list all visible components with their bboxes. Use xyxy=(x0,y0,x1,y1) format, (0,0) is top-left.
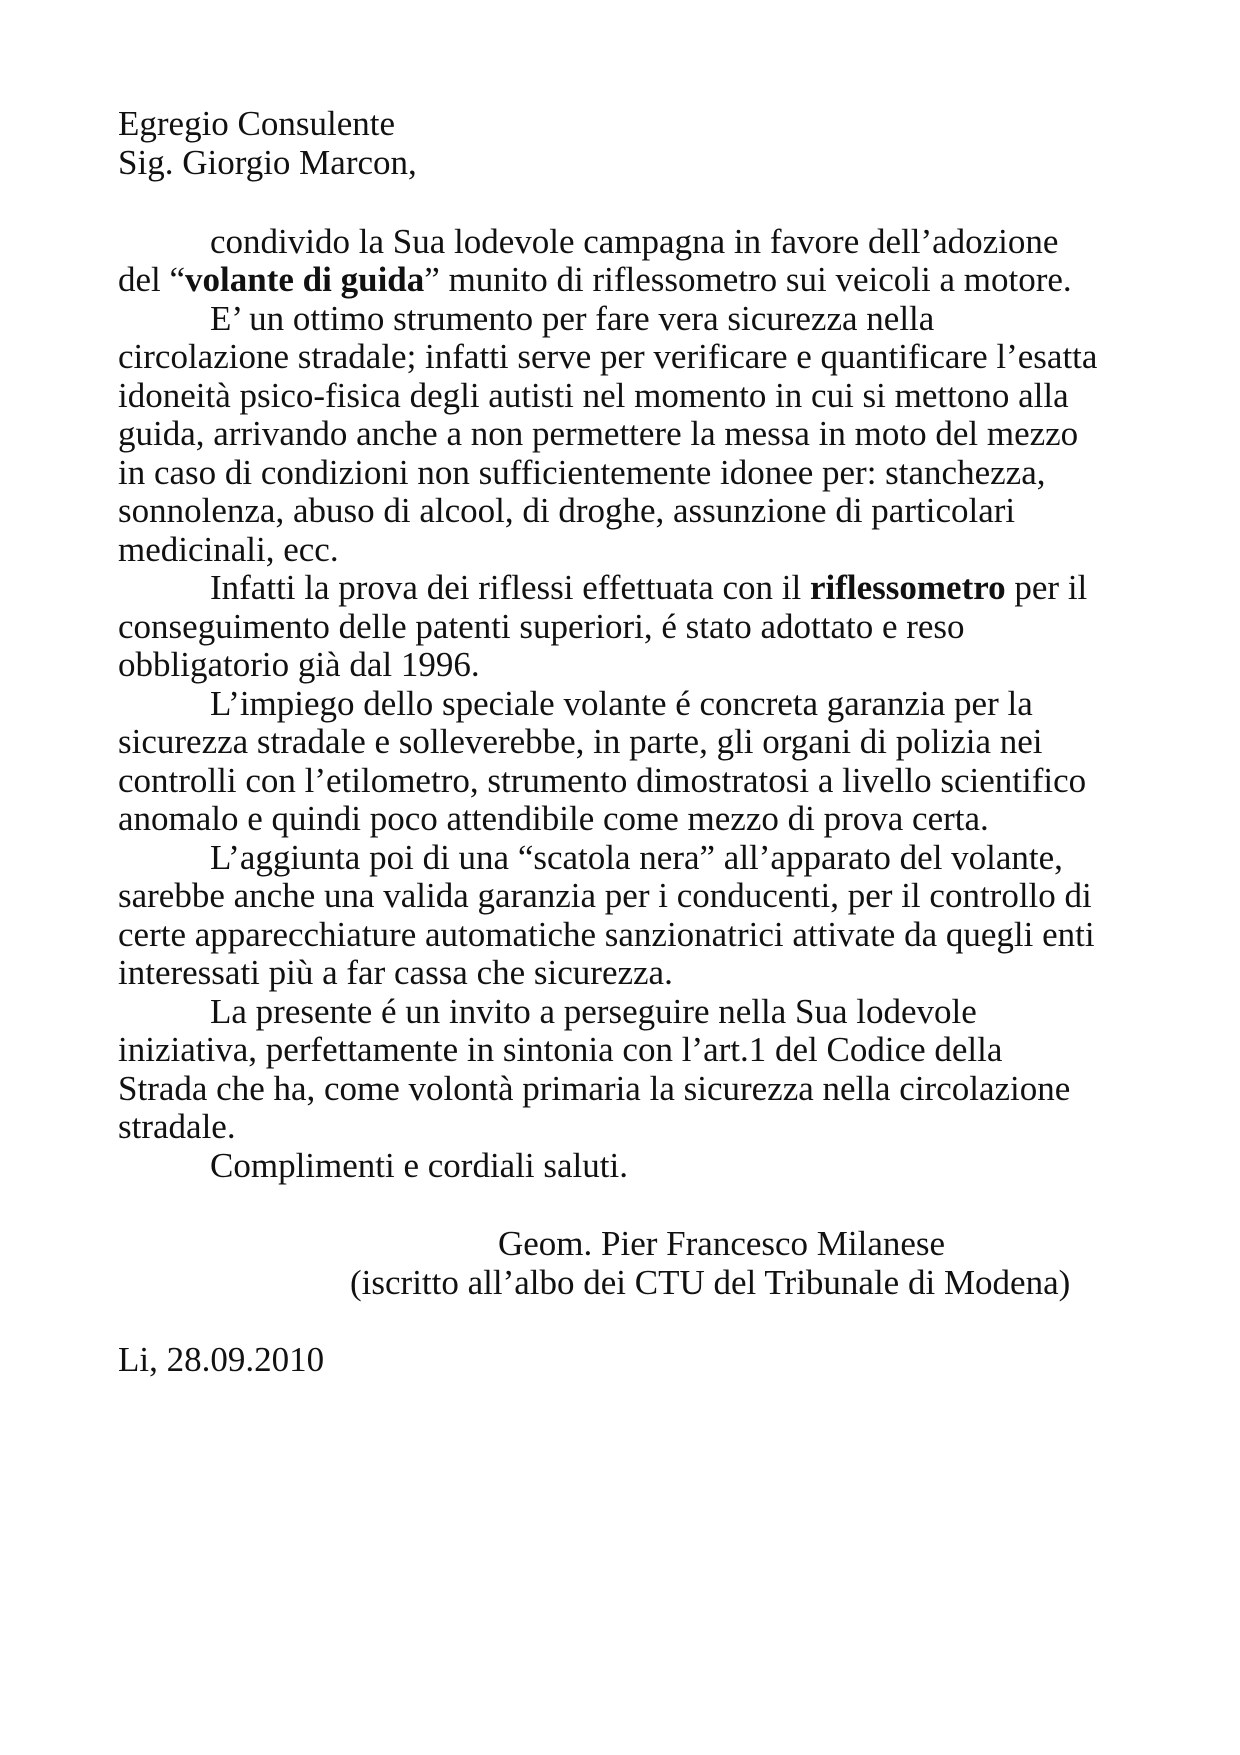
body-line: certe apparecchiature automatiche sanzionatrici attivate da quegli enti xyxy=(118,915,1095,954)
body-line: idoneità psico-fisica degli autisti nel momento in cui si mettono alla xyxy=(118,376,1069,415)
body-line: La presente é un invito a perseguire nella Sua lodevole xyxy=(210,992,977,1031)
body-line: sicurezza stradale e solleverebbe, in parte, gli organi di polizia nei xyxy=(118,722,1043,761)
body-line: conseguimento delle patenti superiori, é stato adottato e reso xyxy=(118,607,965,646)
body-line: anomalo e quindi poco attendibile come mezzo di prova certa. xyxy=(118,799,989,838)
emphasis-volante: volante di guida xyxy=(185,260,425,299)
signature-title: (iscritto all’albo dei CTU del Tribunale di Modena) xyxy=(350,1263,1071,1302)
body-line: E’ un ottimo strumento per fare vera sicurezza nella xyxy=(210,299,935,338)
body-line: circolazione stradale; infatti serve per verificare e quantificare l’esatta xyxy=(118,337,1098,376)
body-line: medicinali, ecc. xyxy=(118,530,339,569)
body-line: iniziativa, perfettamente in sintonia con l’art.1 del Codice della xyxy=(118,1030,1003,1069)
signature-name: Geom. Pier Francesco Milanese xyxy=(498,1224,946,1263)
letter-date: Li, 28.09.2010 xyxy=(118,1340,325,1379)
body-line: sarebbe anche una valida garanzia per i conducenti, per il controllo di xyxy=(118,876,1092,915)
emphasis-riflessometro: riflessometro xyxy=(809,568,1006,607)
body-line: sonnolenza, abuso di alcool, di droghe, assunzione di particolari xyxy=(118,491,1016,530)
salutation-line-2: Sig. Giorgio Marcon, xyxy=(118,143,417,182)
body-line: stradale. xyxy=(118,1107,236,1146)
body-line: L’impiego dello speciale volante é concreta garanzia per la xyxy=(210,684,1033,723)
body-line: L’aggiunta poi di una “scatola nera” all’apparato del volante, xyxy=(210,838,1063,877)
body-line: controlli con l’etilometro, strumento dimostratosi a livello scientifico xyxy=(118,761,1087,800)
body-line: Infatti la prova dei riflessi effettuata con il riflessometro per il xyxy=(210,568,1088,607)
closing-line: Complimenti e cordiali saluti. xyxy=(210,1146,628,1185)
body-line: del “volante di guida” munito di riflessometro sui veicoli a motore. xyxy=(118,260,1072,299)
body-line: obbligatorio già dal 1996. xyxy=(118,645,480,684)
body-line: condivido la Sua lodevole campagna in favore dell’adozione xyxy=(210,222,1059,261)
body-line: Strada che ha, come volontà primaria la sicurezza nella circolazione xyxy=(118,1069,1071,1108)
body-line: guida, arrivando anche a non permettere la messa in moto del mezzo xyxy=(118,414,1079,453)
body-line: interessati più a far cassa che sicurezza. xyxy=(118,953,673,992)
body-line: in caso di condizioni non sufficientemente idonee per: stanchezza, xyxy=(118,453,1046,492)
salutation-line-1: Egregio Consulente xyxy=(118,104,396,143)
